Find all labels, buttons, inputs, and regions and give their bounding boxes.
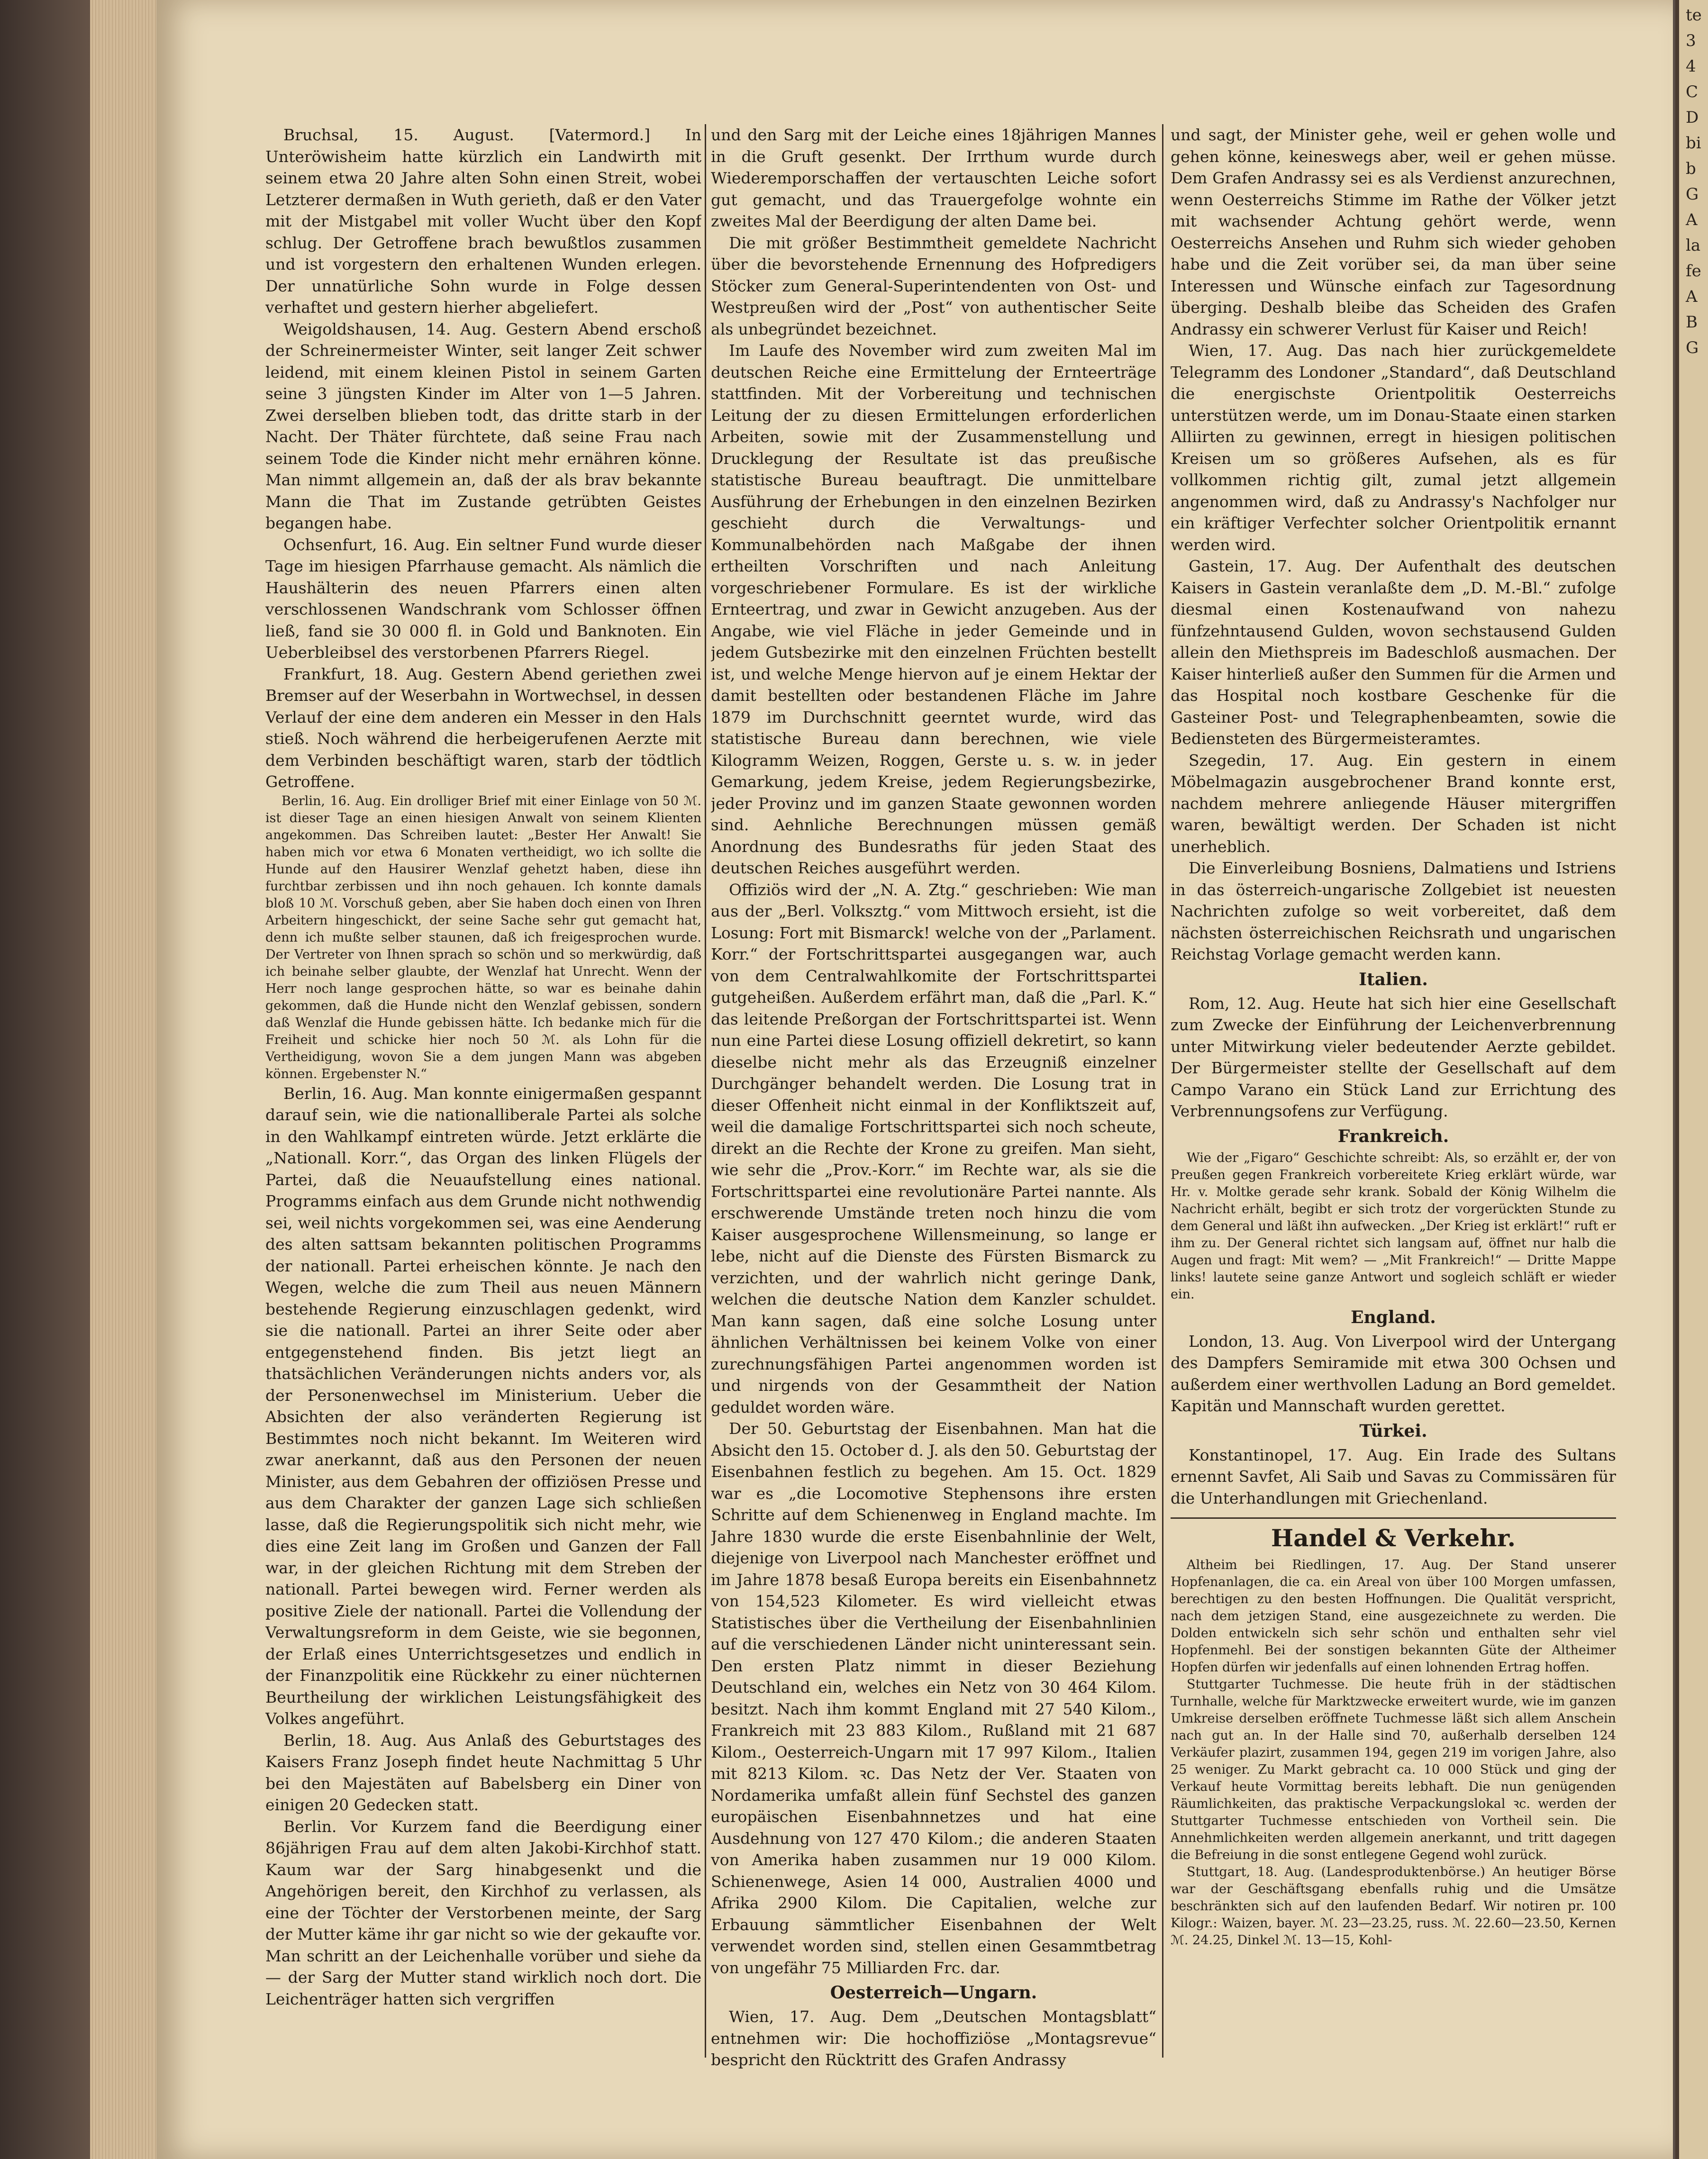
next-page-fragment: A (1686, 287, 1698, 306)
next-page-fragment: la (1686, 236, 1701, 255)
column-2 (711, 124, 1156, 2086)
article-paragraph: Wien, 17. Aug. Das nach hier zurückgemeldete Telegramm des Londoner „Standard“, daß Deutschland die energischste Orientpolitik Oesterreichs unterstützen werde, um im Donau-Staate einen starken Alliirten zu gewinnen, erregt in hiesigen politischen Kreisen um so größeres Aufsehen, als es für vollkommen richtig gilt, zumal jetzt allgemein angenommen wird, daß zu Andrassy's Nachfolger nur ein kräftiger Verfechter solcher Orientpolitik ernannt werden wird. (1171, 341, 1616, 554)
article-paragraph: Ochsenfurt, 16. Aug. Ein seltner Fund wurde dieser Tage im hiesigen Pfarrhause gemacht. Als nämlich die Haushälterin des neuen Pfarrers einen alten verschlossenen Wandschrank vom Schlosser öffnen ließ, fand sie 30 000 fl. in Gold und Banknoten. Ein Ueberbleibsel des verstorbenen Pfarrers Riegel. (265, 535, 701, 662)
article-paragraph: Im Laufe des November wird zum zweiten Mal im deutschen Reiche eine Ermittelung der Ernteerträge stattfinden. Mit der Vorbereitung und technischen Leitung der zu diesen Ermittelungen erforderlichen Arbeiten, sowie mit der Zusammenstellung und Drucklegung der Resultate ist das preußische statistische Bureau beauftragt. Die unmittelbare Ausführung der Erhebungen in den einzelnen Bezirken geschieht durch die Verwaltungs- und Kommunalbehörden nach Maßgabe der ihnen ertheilten Vorschriften und nach Anleitung vorgeschriebener Formulare. Es ist der wirkliche Ernteertrag, und zwar in Gewicht anzugeben. Aus der Angabe, wie viel Fläche in jeder Gemeinde und in jedem Gutsbezirke mit den einzelnen Früchten bestellt ist, und welche Menge hiervon auf je einem Hektar der damit bestellten oder bestandenen Fläche im Jahre 1879 im Durchschnitt geerntet wurde, wird das statistische Bureau dann berechnen, wie viele Kilogramm Weizen, Roggen, Gerste u. s. w. in jeder Gemarkung, jedem Kreise, jedem Regierungsbezirke, jeder Provinz und im ganzen Staate gewonnen worden sind. Aehnliche Berechnungen müssen gemäß Anordnung des Bundesraths für jeden Staat des deutschen Reiches ausgeführt werden. (711, 341, 1156, 877)
article-paragraph: Frankfurt, 18. Aug. Gestern Abend geriethen zwei Bremser auf der Weserbahn in Wortwechsel, in dessen Verlauf der eine dem anderen ein Messer in den Hals stieß. Noch während die herbeigerufenen Aerzte mit dem Verbinden beschäftigt waren, starb der tödtlich Getroffene. (265, 664, 701, 791)
article-paragraph: Weigoldshausen, 14. Aug. Gestern Abend erschoß der Schreinermeister Winter, seit langer Zeit schwer leidend, mit einem kleinen Pistol in seinem Garten seine 3 jüngsten Kinder im Alter von 1—5 Jahren. Zwei derselben blieben todt, das dritte starb in der Nacht. Der Thäter fürchtete, daß seine Frau nach seinem Tode die Kinder nicht mehr ernähren könne. Man nimmt allgemein an, daß der als brav bekannte Mann die That im Zustande getrübten Geistes begangen habe. (265, 319, 701, 532)
section-heading: Frankreich. (1337, 1126, 1449, 1146)
column-1 (265, 124, 701, 2086)
article-paragraph: Stuttgarter Tuchmesse. Die heute früh in der städtischen Turnhalle, welche für Marktzwecke erweitert wurde, wie im ganzen Umkreise derselben eröffnete Tuchmesse läßt sich allem Anschein nach gut an. In der Halle sind 70, außerhalb derselben 124 Verkäufer plazirt, zusammen 194, gegen 219 im vorigen Jahre, also 25 weniger. Zu Markt gebracht ca. 10 000 Stück und ging der Verkauf heute Vormittag bereits lebhaft. Die nun genügenden Räumlichkeiten, das praktische Verpackungslokal ꝛc. werden der Stuttgarter Tuchmesse entschieden von Vortheil sein. Die Annehmlichkeiten werden allgemein anerkannt, und tritt dagegen die Befreiung in die sonst entlegene Gegend wohl zurück. (1171, 1677, 1616, 1862)
next-page-fragment: fe (1686, 262, 1701, 281)
next-page-fragment: C (1686, 82, 1699, 101)
section-divider (1171, 1517, 1616, 1519)
article-paragraph: Bruchsal, 15. August. [Vatermord.] In Unteröwisheim hatte kürzlich ein Landwirth mit seinem etwa 20 Jahre alten Sohn einen Streit, wobei Letzterer dermaßen in Wuth gerieth, daß er den Vater mit der Mistgabel mit voller Wucht über den Kopf schlug. Der Getroffene brach bewußtlos zusammen und ist vorgestern den erhaltenen Wunden erlegen. Der unnatürliche Sohn wurde in Folge dessen verhaftet und gestern hierher abgeliefert. (265, 126, 701, 317)
article-paragraph: und sagt, der Minister gehe, weil er gehen wolle und gehen könne, keineswegs aber, weil er gehen müsse. Dem Grafen Andrassy sei es als Verdienst anzurechnen, wenn Oesterreichs Stimme im Rathe der Völker jetzt mit wachsender Achtung gehört werde, wenn Oesterreichs Ansehen und Ruhm sich wieder gehoben habe und die Zeit vorüber sei, da man über seine Interessen und Wünsche einfach zur Tagesordnung überging. Deshalb bleibe das Scheiden des Grafen Andrassy ein schwerer Verlust für Kaiser und Reich! (1171, 126, 1616, 338)
section-heading: Türkei. (1359, 1421, 1427, 1441)
article-paragraph: Konstantinopel, 17. Aug. Ein Irade des Sultans ernennt Savfet, Ali Saib und Savas zu Commissären für die Unterhandlungen mit Griechenland. (1171, 1445, 1616, 1507)
rubric-heading: Handel & Verkehr. (1271, 1524, 1516, 1552)
next-page-fragment: G (1686, 338, 1699, 357)
article-paragraph: Die mit größer Bestimmtheit gemeldete Nachricht über die bevorstehende Ernennung des Hofpredigers Stöcker zum General-Superintendenten von Ost- und Westpreußen wird der „Post“ von authentischer Seite als unbegründet bezeichnet. (711, 233, 1156, 338)
article-paragraph: Berlin, 16. Aug. Ein drolliger Brief mit einer Einlage von 50 ℳ. ist dieser Tage an einen hiesigen Anwalt von seinem Klienten angekommen. Das Schreiben lautet: „Bester Her Anwalt! Sie haben mich vor etwa 6 Monaten vertheidigt, wo ich sollte die Hunde auf den Hausirer Wenzlaf gehetzt haben, diese ihn furchtbar zerbissen und ihn noch gehauen. Ich konnte damals bloß 10 ℳ. Vorschuß geben, aber Sie haben doch einen von Ihren Arbeitern hingeschickt, der seine Sache sehr gut gemacht hat, denn ich mußte selber staunen, daß ich freigesprochen wurde. Der Vertreter von Ihnen sprach so schön und so merkwürdig, daß ich beinahe selber glaubte, der Wenzlaf hat Unrecht. Wenn der Herr noch lange gesprochen hätte, so war es beinahe dahin gekommen, daß die Hunde nicht den Wenzlaf gebissen, sondern daß Wenzlaf die Hunde gebissen hätte. Ich bedanke mich für die Freiheit und schicke hier noch 50 ℳ. als Lohn für die Vertheidigung, wovon Sie a dem jungen Mann was abgeben können. Ergebenster N.“ (265, 793, 701, 1081)
article-paragraph: Die Einverleibung Bosniens, Dalmatiens und Istriens in das österreich-ungarische Zollgebiet ist neuesten Nachrichten zufolge so weit vorbereitet, daß dem nächsten österreichischen Reichsrath und ungarischen Reichstag Vorlage gemacht werden kann. (1171, 859, 1616, 963)
next-page-fragment: b (1686, 159, 1696, 178)
article-paragraph: Rom, 12. Aug. Heute hat sich hier eine Gesellschaft zum Zwecke der Einführung der Leichenverbrennung unter Mitwirkung vieler bedeutender Aerzte gebildet. Der Bürgermeister stellte der Gesellschaft auf dem Campo Varano ein Stück Land zur Errichtung des Verbrennungsofens zur Verfügung. (1171, 994, 1616, 1120)
next-page-fragment: D (1686, 108, 1699, 127)
column-3 (1171, 124, 1616, 2086)
next-page-fragment: B (1686, 313, 1698, 332)
article-paragraph: Offiziös wird der „N. A. Ztg.“ geschrieben: Wie man aus der „Berl. Volksztg.“ vom Mittwoch ersieht, ist die Losung: Fort mit Bismarck! welche von der „Parlament. Korr.“ der Fortschrittspartei ausgegangen war, auch von dem Centralwahlkomite der Fortschrittspartei gutgeheißen. Außerdem erfährt man, daß die „Parl. K.“ das leitende Preßorgan der Fortschrittspartei ist. Wenn nun eine Partei diese Losung offiziell dekretirt, so kann dieselbe nicht mehr als das Erzeugniß einzelner Durchgänger behandelt werden. Die Losung trat in dieser Offenheit nicht einmal in der Konfliktszeit auf, weil die damalige Fortschrittspartei sich noch scheute, direkt an die Rechte der Krone zu greifen. Man sieht, wie sehr die „Prov.-Korr.“ im Rechte war, als sie die Fortschrittspartei eine revolutionäre Partei nannte. Als erschwerende Umstände treten noch hinzu die vom Kaiser ausgesprochene Willensmeinung, so lange er lebe, nicht auf die Dienste des Fürsten Bismarck zu verzichten, und der wahrlich nicht geringe Dank, welchen die deutsche Nation dem Kanzler schuldet. Man kann sagen, daß eine solche Losung unter ähnlichen Verhältnissen bei keinem Volke von einer zurechnungsfähigen Partei angenommen worden ist und nirgends von der Gesammtheit der Nation geduldet worden wäre. (711, 880, 1156, 1416)
column-rule (705, 124, 706, 2058)
next-page-edge (1675, 0, 1708, 2159)
article-paragraph: Der 50. Geburtstag der Eisenbahnen. Man hat die Absicht den 15. October d. J. als den 50. Geburtstag der Eisenbahnen festlich zu begehen. Am 15. Oct. 1829 war es „die Locomotive Stephensons ihre ersten Schritte auf dem Schienenweg in England machte. Im Jahre 1830 wurde die erste Eisenbahnlinie der Welt, diejenige von Liverpool nach Manchester eröffnet und im Jahre 1878 besaß Europa bereits ein Eisenbahnnetz von 154,523 Kilometer. Es wird vielleicht etwas Statistisches über die Vertheilung der Eisenbahnlinien auf die verschiedenen Länder nicht uninteressant sein. Den ersten Platz nimmt in dieser Beziehung Deutschland ein, welches ein Netz von 30 464 Kilom. besitzt. Nach ihm kommt England mit 27 540 Kilom., Frankreich mit 23 883 Kilom., Rußland mit 21 687 Kilom., Oesterreich-Ungarn mit 17 997 Kilom., Italien mit 8213 Kilom. ꝛc. Das Netz der Ver. Staaten von Nordamerika umfaßt allein fünf Sechstel des ganzen europäischen Eisenbahnnetzes und hat eine Ausdehnung von 127 470 Kilom.; die anderen Staaten von Amerika haben zusammen nur 19 000 Kilom. Schienenwege, Asien 14 000, Australien 4000 und Afrika 2900 Kilom. Die Capitalien, welche zur Erbauung sämmtlicher Eisenbahnen der Welt verwendet worden sind, stellen einen Gesammtbetrag von ungefähr 75 Milliarden Frc. dar. (711, 1419, 1156, 1977)
article-paragraph: Berlin. Vor Kurzem fand die Beerdigung einer 86jährigen Frau auf dem alten Jakobi-Kirchhof statt. Kaum war der Sarg hinabgesenkt und die Angehörigen bereit, den Kirchhof zu verlassen, als eine der Töchter der Verstorbenen meinte, der Sarg der Mutter käme ihr gar nicht so wie der gekaufte vor. Man schritt an der Leichenhalle vorüber und siehe da — der Sarg der Mutter stand wirklich noch dort. Die Leichenträger hatten sich vergriffen (265, 1817, 701, 2008)
next-page-fragment: te (1686, 6, 1702, 25)
next-page-fragment: 4 (1686, 57, 1696, 76)
section-heading: Oesterreich—Ungarn. (830, 1983, 1037, 2003)
article-paragraph: Gastein, 17. Aug. Der Aufenthalt des deutschen Kaisers in Gastein veranlaßte dem „D. M.-Bl.“ zufolge diesmal einen Kostenaufwand von nahezu fünfzehntausend Gulden, wovon sechstausend Gulden allein den Miethspreis im Badeschloß ausmachen. Der Kaiser hinterließ außer den Summen für die Armen und das Hospital noch kostbare Geschenke für die Gasteiner Post- und Telegraphenbeamten, sowie die Bediensteten des Bürgermeisteramtes. (1171, 557, 1616, 748)
section-heading: England. (1351, 1307, 1436, 1327)
article-paragraph: und den Sarg mit der Leiche eines 18jährigen Mannes in die Gruft gesenkt. Der Irrthum wurde durch Wiederemporschaffen der vertauschten Leiche sofort gut gemacht, und das Trauergefolge wohnte ein zweites Mal der Beerdigung der alten Dame bei. (711, 126, 1156, 230)
section-heading: Italien. (1359, 969, 1428, 989)
next-page-fragment: G (1686, 185, 1699, 204)
next-page-fragment: bi (1686, 134, 1701, 153)
article-paragraph: London, 13. Aug. Von Liverpool wird der Untergang des Dampfers Semiramide mit etwa 300 Ochsen und außerdem einer werthvollen Ladung an Bord gemeldet. Kapitän und Mannschaft wurden gerettet. (1171, 1332, 1616, 1415)
next-page-fragment: A (1686, 210, 1698, 229)
article-paragraph: Berlin, 18. Aug. Aus Anlaß des Geburtstages des Kaisers Franz Joseph findet heute Nachmittag 5 Uhr bei den Majestäten auf Babelsberg ein Diner von einigen 20 Gedecken statt. (265, 1731, 701, 1814)
article-paragraph: Wien, 17. Aug. Dem „Deutschen Montagsblatt“ entnehmen wir: Die hochoffiziöse „Montagsrevue“ bespricht den Rücktritt des Grafen Andrassy (711, 2007, 1156, 2069)
column-rule (1162, 124, 1163, 2058)
article-paragraph: Szegedin, 17. Aug. Ein gestern in einem Möbelmagazin ausgebrochener Brand konnte erst, nachdem mehrere anliegende Häuser mitergriffen waren, bewältigt werden. Der Schaden ist nicht unerheblich. (1171, 751, 1616, 856)
article-paragraph: Wie der „Figaro“ Geschichte schreibt: Als, so erzählt er, der von Preußen gegen Frankreich vorbereitete Krieg erklärt würde, war Hr. v. Moltke gerade sehr krank. Sobald der König Wilhelm die Nachricht erhält, begibt er sich trotz der vorgerückten Stunde zu dem General und läßt ihn aufwecken. „Der Krieg ist erklärt!“ ruft er ihm zu. Der General richtet sich langsam auf, öffnet nur halb die Augen und fragt: Mit wem? — „Mit Frankreich!“ — Dritte Mappe links! lautete seine ganze Antwort und sogleich schläft er wieder ein. (1171, 1150, 1616, 1302)
article-paragraph: Altheim bei Riedlingen, 17. Aug. Der Stand unserer Hopfenanlagen, die ca. ein Areal von über 100 Morgen umfassen, berechtigen zu den besten Hoffnungen. Die Qualität verspricht, nach dem jetzigen Stand, eine ausgezeichnete zu werden. Die Dolden entwickeln sich sehr schön und enthalten sehr viel Hopfenmehl. Bei der sonstigen bekannten Güte der Altheimer Hopfen dürfen wir jedenfalls auf einen lohnenden Ertrag hoffen. (1171, 1558, 1616, 1675)
article-paragraph: Berlin, 16. Aug. Man konnte einigermaßen gespannt darauf sein, wie die nationalliberale Partei als solche in den Wahlkampf eintreten würde. Jetzt erklärte die „Nationall. Korr.“, das Organ des linken Flügels der Partei, daß die Neuaufstellung eines national. Programms einfach aus dem Grunde nicht nothwendig sei, weil nichts vorgekommen sei, was eine Aenderung des alten sattsam bekannten politischen Programms der nationall. Partei erheischen könnte. Je nach den Wegen, welche die zum Theil aus neuen Männern bestehende Regierung einzuschlagen gedenkt, wird sie die nationall. Partei an ihrer Seite oder aber entgegenstehend finden. Bis jetzt liegt an thatsächlichen Veränderungen nichts anders vor, als der Personenwechsel im Ministerium. Ueber die Absichten der also veränderten Regierung ist Bestimmtes noch nicht bekannt. Im Weiteren wird zwar anerkannt, daß aus den Personen der neuen Minister, aus dem Gebahren der offiziösen Presse und aus dem Charakter der ganzen Lage sich schließen lasse, daß die Regierungspolitik sich nicht mehr, wie dies eine Zeit lang im Großen und Ganzen der Fall war, in der gleichen Richtung mit dem Streben der nationall. Partei bewegen wird. Ferner werden als positive Ziele der nationall. Partei die Vollendung der Verwaltungsreform in dem Geiste, wie sie begonnen, der Erlaß eines Unterrichtsgesetzes und endlich in der Finanzpolitik eine Rückkehr zu einer nüchternen Beurtheilung der wirklichen Leistungsfähigkeit des Volkes angeführt. (265, 1084, 701, 1728)
next-page-fragment: 3 (1686, 31, 1696, 50)
article-paragraph: Stuttgart, 18. Aug. (Landesproduktenbörse.) An heutiger Börse war der Geschäftsgang ebenfalls ruhig und die Umsätze beschränkten sich auf den laufenden Bedarf. Wir notiren pr. 100 Kilogr.: Waizen, bayer. ℳ. 23—23.25, russ. ℳ. 22.60—23.50, Kernen ℳ. 24.25, Dinkel ℳ. 13—15, Kohl- (1171, 1865, 1616, 1948)
